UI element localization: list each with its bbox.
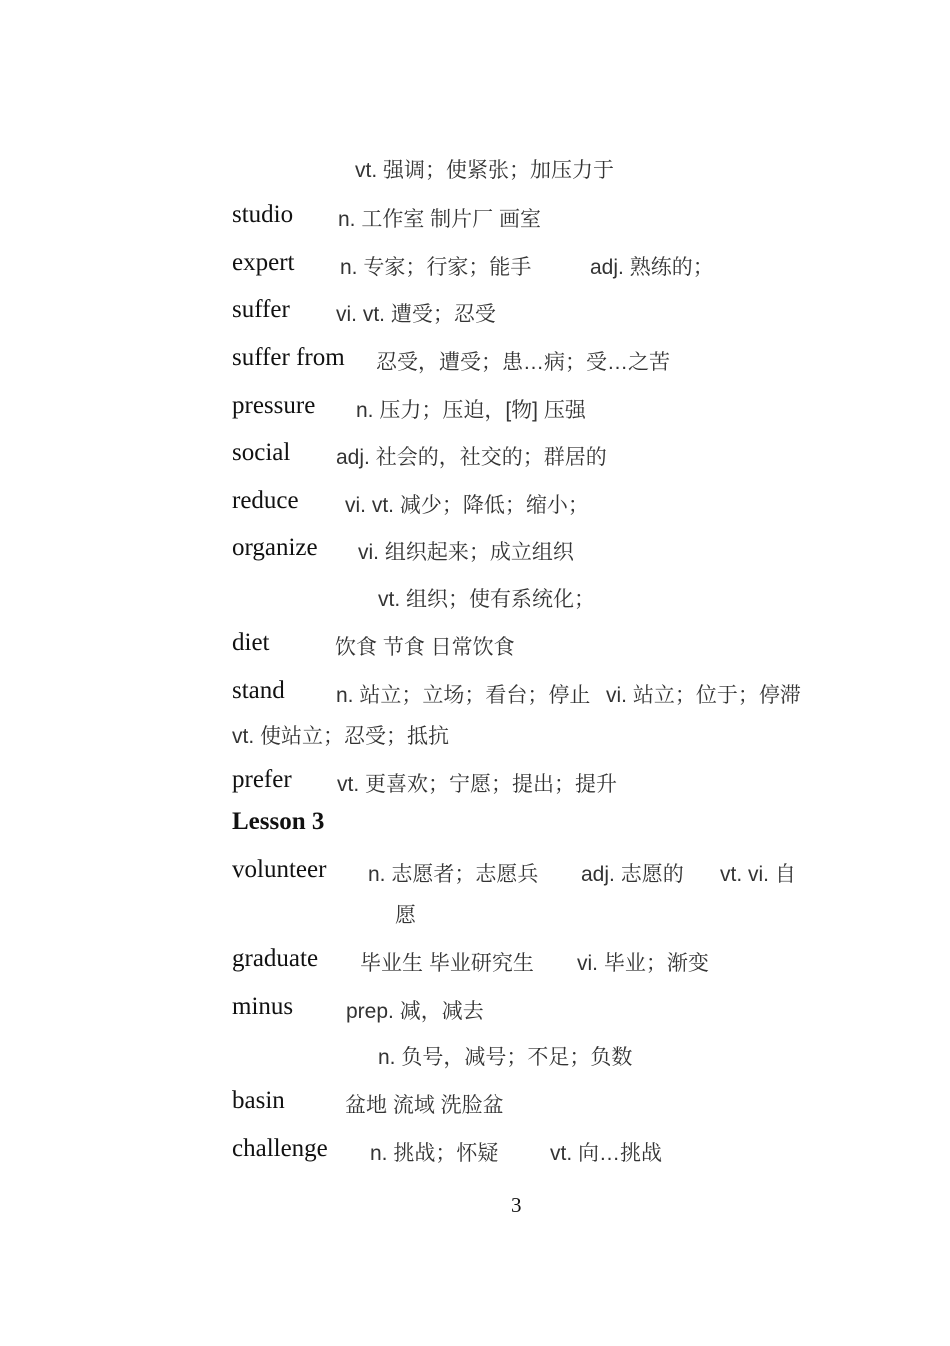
vocab-word-prefer: prefer (232, 766, 292, 793)
definition-volunteer-noun: n. 志愿者；志愿兵 (368, 863, 539, 886)
vocab-word-social: social (232, 439, 291, 466)
definition-studio: n. 工作室 制片厂 画室 (338, 208, 542, 231)
definition-organize-vt: vt. 组织；使有系统化； (378, 588, 596, 611)
definition-stand-vt: vt. 使站立；忍受；抵抗 (232, 725, 450, 748)
definition-stand-vi: vi. 站立；位于；停滞 (606, 684, 801, 707)
vocab-word-minus: minus (232, 993, 294, 1020)
definition-graduate-noun: 毕业生 毕业研究生 (360, 952, 534, 975)
definition-social: adj. 社会的，社交的；群居的 (336, 446, 607, 469)
definition-volunteer-verb-cont: 愿 (395, 904, 416, 927)
definition-reduce: vi. vt. 减少；降低；缩小； (345, 494, 589, 517)
vocab-word-volunteer: volunteer (232, 856, 327, 883)
definition-expert-adj: adj. 熟练的； (590, 256, 714, 279)
definition-graduate-vi: vi. 毕业；渐变 (577, 952, 709, 975)
vocab-word-studio: studio (232, 201, 294, 228)
definition-suffer: vi. vt. 遭受；忍受 (336, 303, 496, 326)
vocab-word-organize: organize (232, 534, 318, 561)
definition-volunteer-verb: vt. vi. 自 (720, 863, 796, 886)
definition-organize-vi: vi. 组织起来；成立组织 (358, 541, 574, 564)
definition-prefer: vt. 更喜欢；宁愿；提出；提升 (337, 773, 618, 796)
definition-minus-prep: prep. 减，减去 (346, 1000, 484, 1023)
vocab-word-basin: basin (232, 1087, 285, 1114)
definition-suffer-from: 忍受，遭受；患…病；受…之苦 (376, 351, 670, 374)
vocab-word-challenge: challenge (232, 1135, 328, 1162)
vocab-word-reduce: reduce (232, 487, 299, 514)
definition-challenge-vt: vt. 向…挑战 (550, 1142, 663, 1165)
definition-diet: 饮食 节食 日常饮食 (335, 636, 515, 659)
vocab-word-pressure: pressure (232, 392, 316, 419)
vocab-word-expert: expert (232, 249, 295, 276)
definition-stand-noun: n. 站立；立场；看台；停止 (336, 684, 591, 707)
lesson-heading: Lesson 3 (232, 808, 325, 835)
definition-pressure: n. 压力；压迫，[物] 压强 (356, 399, 586, 422)
vocab-word-diet: diet (232, 629, 270, 656)
page-number: 3 (511, 1193, 522, 1217)
definition-minus-noun: n. 负号，减号；不足；负数 (378, 1046, 633, 1069)
definition-volunteer-adj: adj. 志愿的 (581, 863, 684, 886)
definition-basin: 盆地 流域 洗脸盆 (345, 1094, 504, 1117)
definition-challenge-noun: n. 挑战；怀疑 (370, 1142, 499, 1165)
definition-stress-vt: vt. 强调；使紧张；加压力于 (355, 159, 615, 182)
definition-expert-noun: n. 专家；行家；能手 (340, 256, 532, 279)
vocab-word-stand: stand (232, 677, 285, 704)
vocab-word-suffer: suffer (232, 296, 290, 323)
vocab-word-graduate: graduate (232, 945, 319, 972)
vocab-word-suffer-from: suffer from (232, 344, 345, 371)
